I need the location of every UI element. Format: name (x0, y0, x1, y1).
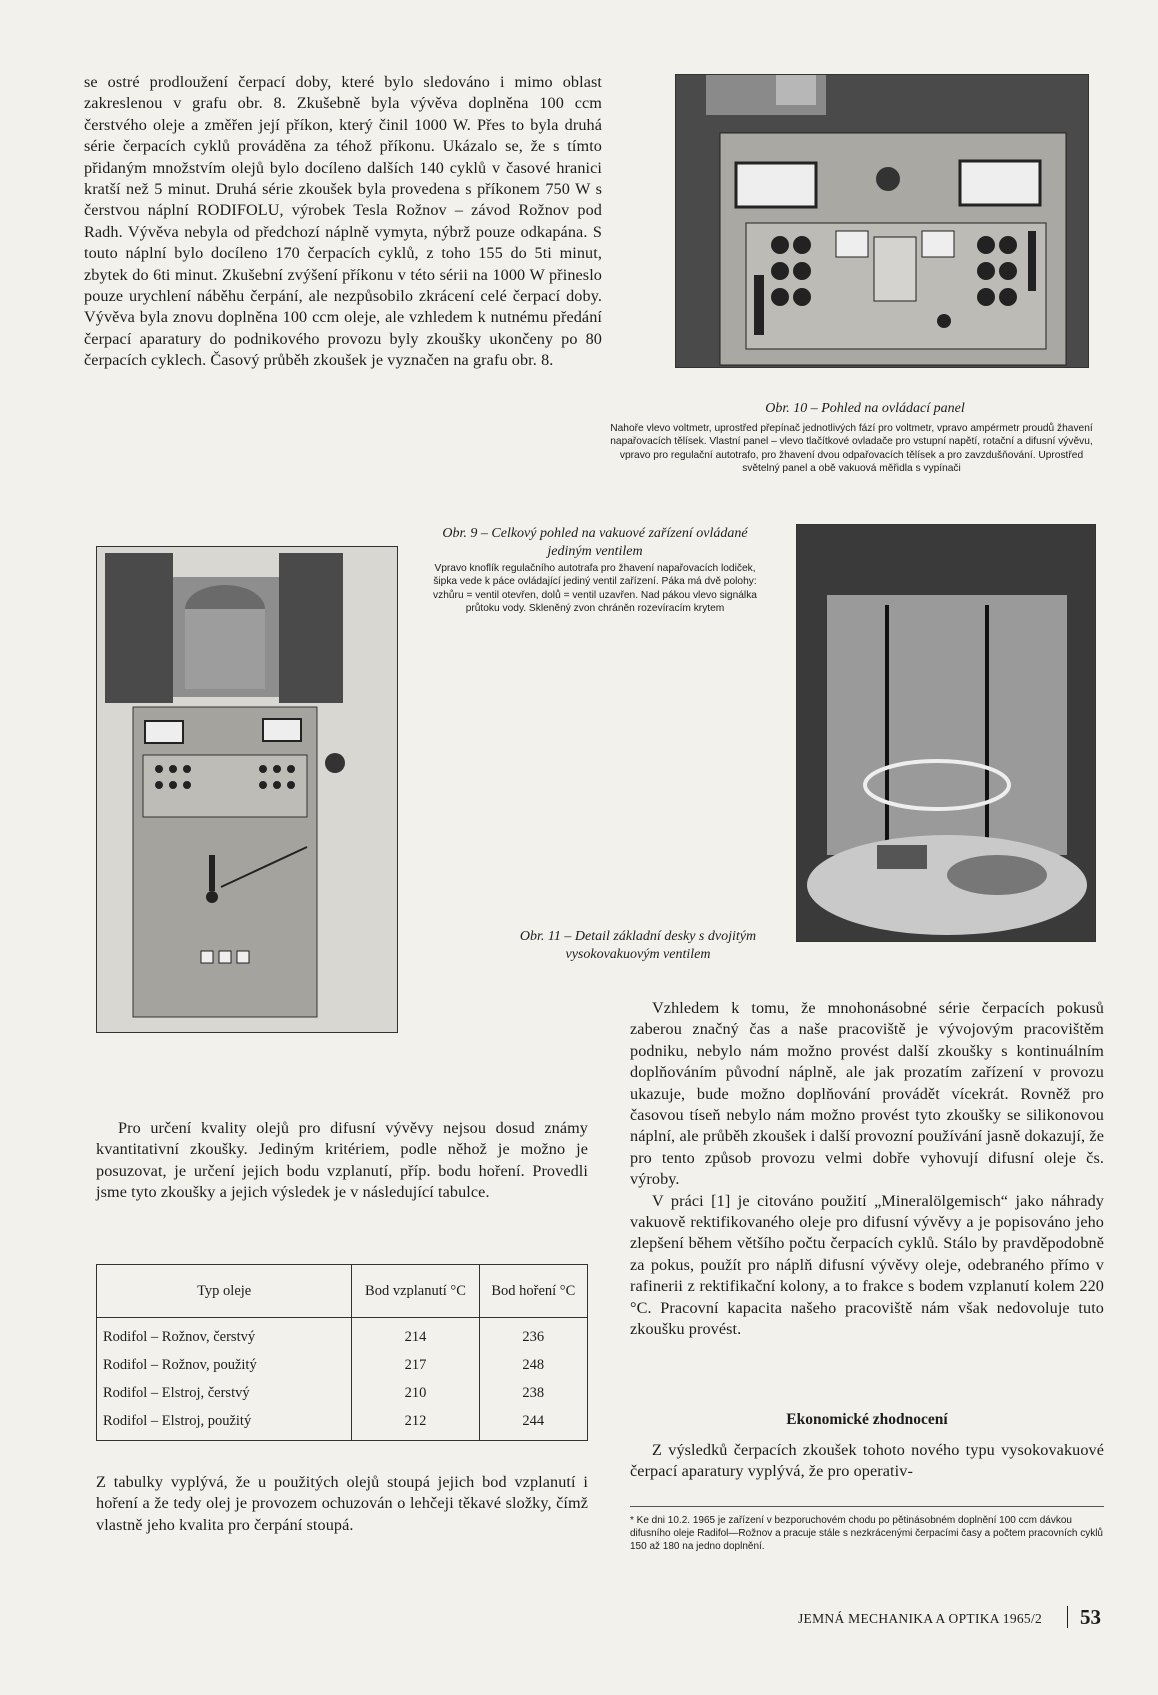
table-row (97, 1407, 588, 1441)
article-text-top: se ostré prodloužení čerpací doby, které bylo sledováno i mimo oblast zakreslenou v grafu obr. 8. Zkušebně byla vývěva doplněna 100 ccm čerstvého oleje a změřen její příkon, který činil 1000 W. Přes to byla druhá série čerpacích cyklů prováděna za téhož příkonu. Ukázalo se, že s tímto přidaným množstvím olejů bylo docíleno dalších 140 cyklů v časové hranici kratší než 5 minut. Druhá série zkoušek byla provedena s příkonem 750 W s čerstvou náplní RODIFOLU, výrobek Tesla Rožnov – závod Rožnov pod Radh. Vývěva nebyla od předchozí náplně vymyta, nýbrž pouze odkapána. S touto náplní bylo docíleno 170 čerpacích cyklů, z toho 155 do 5ti minut, zbytek do 6ti minut. Zkušební zvýšení příkonu v této sérii na 1000 W přineslo pouze urychlení náběhu čerpání, ale nezpůsobilo zkrácení celé čerpací doby. Vývěva byla znovu doplněna 100 ccm oleje, ale vzhledem k nutnému předání čerpací aparatury do podnikového provozu byly zkoušky ukončeny po 80 čerpacích cyklech. Časový průběh zkoušek je vyznačen na grafu obr. 8. (84, 73, 602, 370)
vacuum-apparatus-photo (96, 546, 398, 1033)
figure-9-caption-body: Vpravo knoflík regulačního autotrafa pro žhavení napařovacích lodiček, šipka vede k páce ovládající jediný ventil zařízení. Páka má dvě polohy: vzhůru = ventil otevřen, dolů = ventil uzavřen. Nad pákou vlevo signálka průtoku vody. Skleněný zvon chráněn rozevíracím krytem (433, 563, 757, 615)
article-text-middle: Pro určení kvality olejů pro difusní vývěvy nejsou dosud známy kvantitativní zkoušky. Jediným kritériem, podle něhož je možno je posuzovat, je určení jejich bodu vzplanutí, příp. bodu hoření. Provedli jsme tyto zkoušky a jejich výsledek je v následující tabulce. (96, 1119, 588, 1202)
table-header-row (97, 1265, 588, 1318)
table-header-oil-type: Typ oleje (97, 1265, 352, 1318)
article-text-right-bottom: Z výsledků čerpacích zkoušek tohoto nového typu vysokovakuové čerpací aparatury vyplývá, že pro operativ- (630, 1441, 1104, 1481)
base-plate-illustration (797, 525, 1095, 941)
page-number: 53 (1080, 1605, 1101, 1629)
control-panel-illustration (676, 75, 1088, 367)
base-plate-photo (796, 524, 1096, 942)
table-row (97, 1318, 588, 1352)
table-row (97, 1351, 588, 1379)
table-cell-fire-point: 244 (479, 1407, 587, 1441)
table-cell-oil-type: Rodifol – Elstroj, čerstvý (97, 1379, 352, 1407)
footnote: * Ke dni 10.2. 1965 je zařízení v bezporuchovém chodu po pětinásobném doplnění 100 ccm dávkou difusního oleje Radifol—Rožnov a pracuje stále s nezkrácenými čerpacími časy a počtem pracovních cyklů 150 až 180 na jedno doplnění. (630, 1515, 1103, 1552)
table-cell-fire-point: 236 (479, 1318, 587, 1352)
vacuum-apparatus-illustration (97, 547, 397, 1032)
article-text-right: Vzhledem k tomu, že mnohonásobné série čerpacích pokusů zaberou značný čas a naše pracoviště je vývojovým pracovištěm podniku, nebylo nám možno provést další zkoušky s kontinuálním doplňováním původní náplně, ale jak prozatím zařízení v provozu ukazuje, bude možno doplňování provádět vícekrát. Rovněž pro časovou tíseň nebylo nám možno provést tyto zkoušky se silikonovou náplní, ale průběh zkoušek i další provozní používání jasně dokazují, že pro tento způsob provozu velmi dobře vyhovují difusní oleje čs. výroby. V práci [1] je citováno použití „Mineralölgemisch“ jako náhrady vakuově rektifikovaného oleje pro difusní vývěvy a je popisováno jeho zlepšení během většího počtu čerpacích cyklů. Stálo by pravděpodobně za pokus, použít pro náplň difusní vývěvy oleje, odebraného přímo v rafinerii z rektifikační kolony, a to frakce s bodem vzplanutí kolem 220 °C. Pracovní kapacita našeho pracoviště nám však nedovoluje tuto zkoušku provést. (630, 999, 1104, 1339)
table-cell-flash-point: 214 (352, 1318, 479, 1352)
section-heading: Ekonomické zhodnocení (786, 1411, 948, 1428)
figure-9-caption-title: Obr. 9 – Celkový pohled na vakuové zařízení ovládané jediným ventilem (442, 526, 748, 559)
table-cell-oil-type: Rodifol – Rožnov, čerstvý (97, 1318, 352, 1352)
table-cell-oil-type: Rodifol – Elstroj, použitý (97, 1407, 352, 1441)
table-cell-flash-point: 212 (352, 1407, 479, 1441)
table-header-fire-point: Bod hoření °C (479, 1265, 587, 1318)
figure-11-caption-title: Obr. 11 – Detail základní desky s dvojitým vysokovakuovým ventilem (519, 929, 757, 962)
figure-10-caption-body: Nahoře vlevo voltmetr, uprostřed přepínač jednotlivých fází pro voltmetr, vpravo ampérmetr proudů žhavení napařovacích tělísek. Vlastní panel – vlevo tlačítkové ovladače pro vstupní napětí, rotační a difusní vývěvu, vpravo pro regulační autotrafo, pro žhavení dvou odpařovacích tělísek a pro zavzdušňování. Uprostřed světelný panel a obě vakuová měřidla s vypínači (610, 423, 1093, 475)
oil-test-table (96, 1264, 588, 1441)
article-text-bottom: Z tabulky vyplývá, že u použitých olejů stoupá jejich bod vzplanutí i hoření a že tedy olej je provozem ochuzován o lehčeji těkavé složky, čímž vlastně jeho kvalita pro čerpání stoupá. (96, 1473, 588, 1534)
figure-10-caption-title: Obr. 10 – Pohled na ovládací panel (765, 401, 965, 416)
table-cell-fire-point: 248 (479, 1351, 587, 1379)
footer-divider (1067, 1606, 1068, 1628)
footnote-rule (630, 1506, 1104, 1507)
journal-footer: JEMNÁ MECHANIKA A OPTIKA 1965/2 (798, 1611, 1043, 1626)
table-cell-fire-point: 238 (479, 1379, 587, 1407)
table-cell-oil-type: Rodifol – Rožnov, použitý (97, 1351, 352, 1379)
table-row (97, 1379, 588, 1407)
table-cell-flash-point: 217 (352, 1351, 479, 1379)
table-cell-flash-point: 210 (352, 1379, 479, 1407)
table-header-flash-point: Bod vzplanutí °C (352, 1265, 479, 1318)
control-panel-photo (675, 74, 1089, 368)
